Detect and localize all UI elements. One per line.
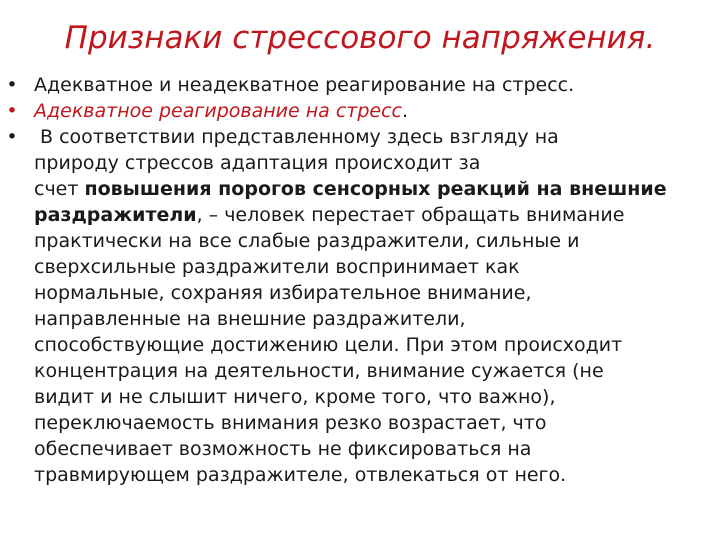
slide-title: Признаки стрессового напряжения. <box>64 20 656 56</box>
paragraph-line: видит и не слышит ничего, кроме того, что важно), <box>34 386 556 408</box>
paragraph-text: счет <box>34 178 85 200</box>
bullet-text-emphasis <box>34 100 408 122</box>
bullet-marker: • <box>6 126 18 148</box>
paragraph-line: направленные на внешние раздражители, <box>34 308 466 330</box>
paragraph-line: концентрация на деятельности, внимание сужается (не <box>34 360 604 382</box>
paragraph-line: природу стрессов адаптация происходит за <box>34 152 481 174</box>
paragraph-line: нормальные, сохраняя избирательное внимание, <box>34 282 532 304</box>
paragraph-line: способствующие достижению цели. При этом происходит <box>34 334 623 356</box>
bullet-text-suffix: . <box>402 100 409 122</box>
bullet-item-2 <box>0 98 712 124</box>
bold-phrase: раздражители <box>34 204 197 226</box>
bullet-marker: • <box>6 74 18 96</box>
paragraph-line: обеспечивает возможность не фиксироваться на <box>34 438 532 460</box>
bullet-text: Адекватное реагирование на стресс <box>34 100 402 122</box>
bold-phrase: повышения порогов сенсорных реакций на внешние <box>84 178 667 200</box>
bullet-list <box>0 72 712 488</box>
paragraph-line-with-bold <box>34 202 712 228</box>
bullet-item-1 <box>0 72 712 98</box>
paragraph-text: , – человек перестает обращать внимание <box>196 204 625 226</box>
paragraph-line-with-bold <box>34 176 712 202</box>
bullet-text: Адекватное и неадекватное реагирование на стресс. <box>34 74 575 96</box>
paragraph-line: практически на все слабые раздражители, сильные и <box>34 230 580 252</box>
paragraph-line: переключаемость внимания резко возрастает, что <box>34 412 547 434</box>
bullet-marker: • <box>6 100 18 122</box>
paragraph-line: сверхсильные раздражители воспринимает как <box>34 256 520 278</box>
paragraph-line: В соответствии представленному здесь взгляду на <box>40 126 559 148</box>
paragraph-line: травмирующем раздражителе, отвлекаться от него. <box>34 464 567 486</box>
bullet-item-3 <box>0 124 712 488</box>
